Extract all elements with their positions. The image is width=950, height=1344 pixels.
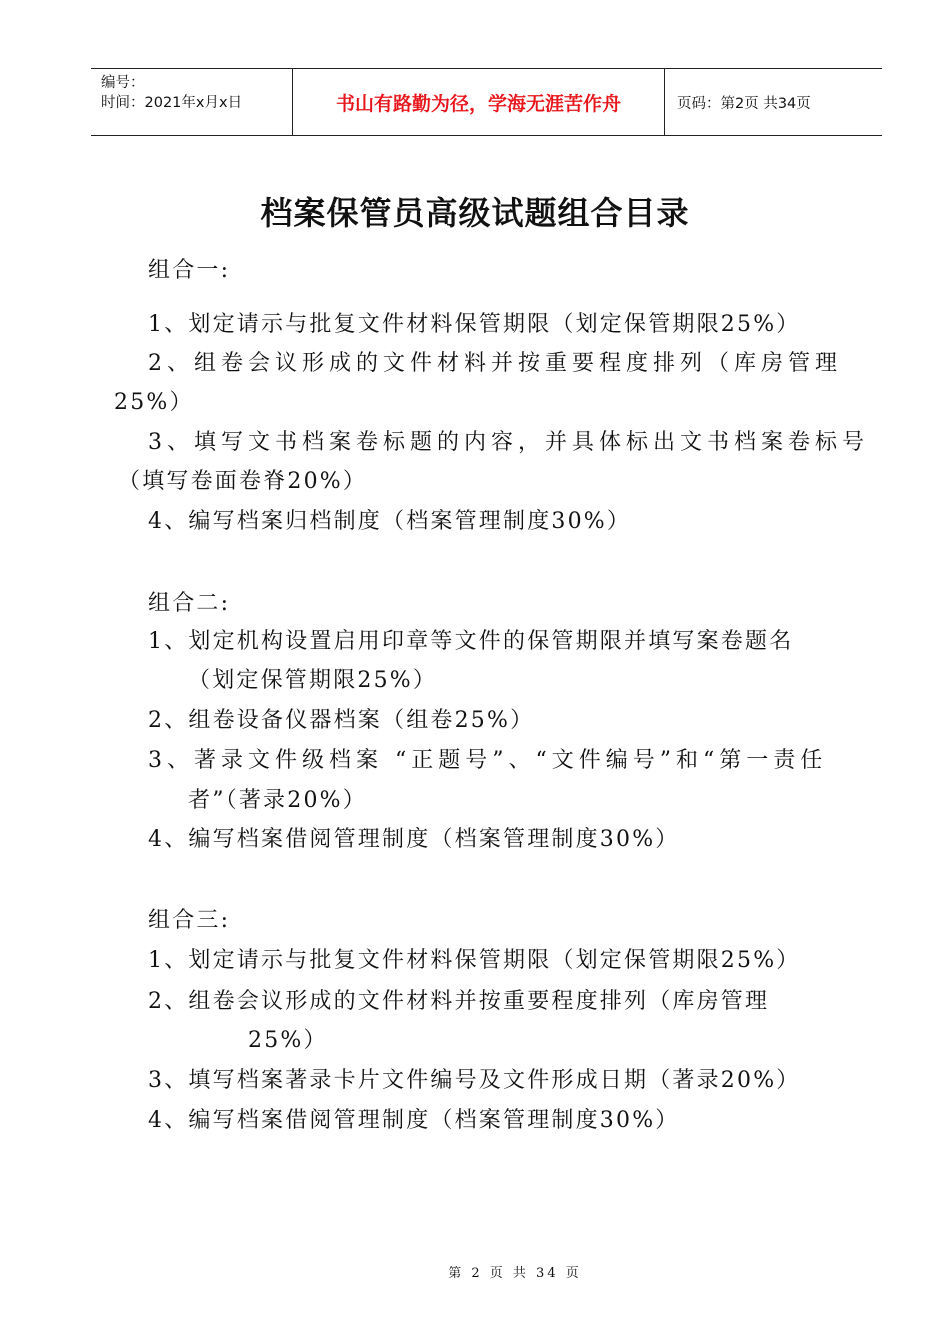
document-title: 档案保管员高级试题组合目录 xyxy=(260,194,690,232)
list-item-continuation: 者”（著录20%） xyxy=(188,788,367,813)
group-heading: 组合一: xyxy=(148,258,231,283)
header-page-info: 页码：第2页 共34页 xyxy=(677,95,811,112)
list-item: 4、编写档案归档制度（档案管理制度30%） xyxy=(148,509,632,534)
list-item: 4、编写档案借阅管理制度（档案管理制度30%） xyxy=(148,1108,680,1133)
list-item: 3、填写文书档案卷标题的内容，并具体标出文书档案卷标号 xyxy=(148,430,869,455)
group-heading: 组合二: xyxy=(148,591,231,616)
list-item: 1、划定请示与批复文件材料保管期限（划定保管期限25%） xyxy=(148,312,801,337)
list-item: 3、填写档案著录卡片文件编号及文件形成日期（著录20%） xyxy=(148,1068,801,1093)
list-item: 1、划定请示与批复文件材料保管期限（划定保管期限25%） xyxy=(148,948,801,973)
page-footer: 第 2 页 共 34 页 xyxy=(448,1266,582,1281)
list-item-continuation: 25%） xyxy=(248,1028,328,1053)
group-heading: 组合三: xyxy=(148,908,231,933)
time-label: 时间：2021年x月x日 xyxy=(101,95,243,111)
list-item: 2、组卷设备仪器档案（组卷25%） xyxy=(148,708,535,733)
number-label: 编号： xyxy=(101,75,145,91)
header-motto xyxy=(293,69,665,135)
list-item: 4、编写档案借阅管理制度（档案管理制度30%） xyxy=(148,827,680,852)
page-header xyxy=(91,68,882,136)
list-item: 3、著录文件级档案 “正题号”、“文件编号”和“第一责任 xyxy=(148,748,828,773)
list-item-continuation: 25%） xyxy=(114,390,194,415)
list-item: 1、划定机构设置启用印章等文件的保管期限并填写案卷题名 xyxy=(148,629,794,654)
header-meta xyxy=(91,69,293,135)
list-item: 2、组卷会议形成的文件材料并按重要程度排列（库房管理 xyxy=(148,989,770,1014)
motto-text: 书山有路勤为径，学海无涯苦作舟 xyxy=(335,92,621,115)
list-item-continuation: （划定保管期限25%） xyxy=(188,668,438,693)
list-item: 2、组卷会议形成的文件材料并按重要程度排列（库房管理 xyxy=(148,351,842,376)
list-item-continuation: （填写卷面卷脊20%） xyxy=(118,469,368,494)
